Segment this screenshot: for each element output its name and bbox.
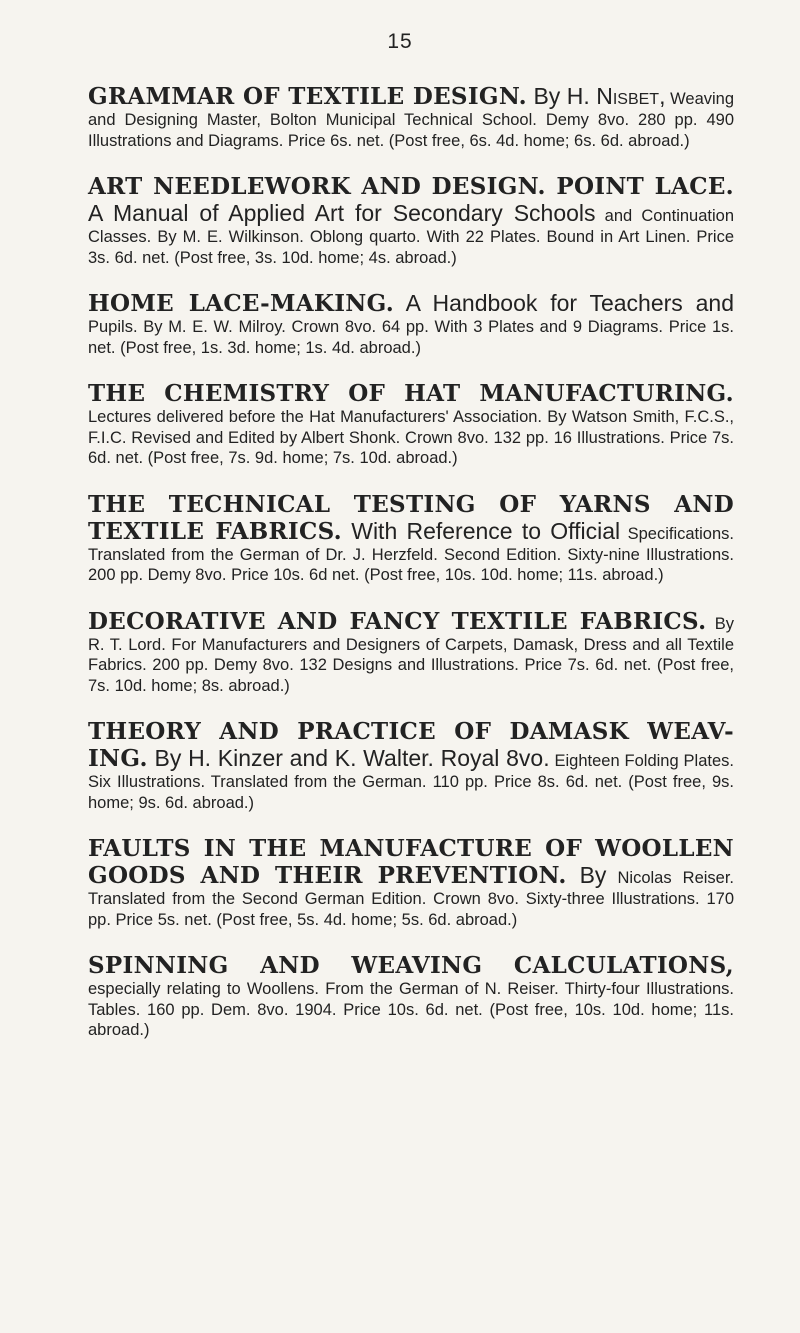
entry-body: Lectures delivered before the Hat Manufacturers' Association. By Watson Smith, F.C.S., F.I.C. Revised and Edited by Albert Shonk. Crown 8vo. 132 pp. 16 Illustrations. Price 7s. 6d. net. (Post free, 7s. 9d. home; 7s. 10d. abroad.)	[88, 408, 734, 467]
entry-lead: With Reference to Official	[341, 517, 621, 544]
catalogue-entry	[88, 608, 734, 697]
entry-lead: By	[566, 862, 607, 888]
entry-title: THE CHEMISTRY OF HAT MANUFACTURING.	[88, 380, 734, 407]
entry-body: Pupils. By M. E. W. Milroy. Crown 8vo. 64 pp. With 3 Plates and 9 Diagrams. Price 1s. net. (Post free, 1s. 3d. home; 1s. 4d. abroad.)	[88, 318, 734, 357]
entry-body: Specifications. Translated from the German of Dr. J. Herzfeld. Second Edition. Sixty-nine Illustrations. 200 pp. Demy 8vo. Price 10s. 6d net. (Post free, 10s. 10d. home; 11s. abroad.)	[88, 524, 734, 584]
entry-title: ART NEEDLEWORK AND DESIGN. POINT LACE.	[88, 173, 734, 200]
catalogue-entry	[88, 718, 734, 813]
entry-body: Weaving and Designing Master, Bolton Municipal Technical School. Demy 8vo. 280 pp. 490 Illustrations and Diagrams. Price 6s. net. (Post free, 6s. 4d. home; 6s. 6d. abroad.)	[88, 90, 735, 150]
catalogue-entry	[88, 290, 734, 358]
catalogue-entry	[88, 952, 734, 1041]
catalogue-entry	[88, 83, 734, 151]
catalogue-entry	[88, 491, 734, 586]
entry-title: DECORATIVE AND FANCY TEXTILE FABRICS.	[88, 607, 707, 635]
entry-body: especially relating to Woollens. From the German of N. Reiser. Thirty-four Illustrations. Tables. 160 pp. Dem. 8vo. 1904. Price 10s. 6d. net. (Post free, 10s. 10d. home; 11s. abroad.)	[88, 980, 734, 1039]
entry-title: THEORY AND PRACTICE OF DAMASK WEAV-ING.	[88, 718, 734, 772]
entry-author: Nisbet,	[596, 83, 666, 109]
entry-title: HOME LACE-MAKING.	[88, 290, 395, 317]
entry-title: SPINNING AND WEAVING CALCULATIONS,	[88, 952, 734, 979]
entry-body: Nicolas Reiser. Translated from the Second German Edition. Crown 8vo. Sixty-three Illustrations. 170 pp. Price 5s. net. (Post free, 5s. 4d. home; 5s. 6d. abroad.)	[88, 869, 735, 929]
entry-body: By R. T. Lord. For Manufacturers and Designers of Carpets, Damask, Dress and all Textile Fabrics. 200 pp. Demy 8vo. 132 Designs and Illustrations. Price 7s. 6d. net. (Post free, 7s. 10d. home; 8s. abroad.)	[88, 614, 734, 695]
entry-lead: A Handbook for Teachers and	[394, 290, 734, 316]
entry-lead: By H.	[527, 83, 597, 109]
catalogue-entry	[88, 173, 734, 268]
entry-title: FAULTS IN THE MANUFACTURE OF WOOLLEN GOODS AND THEIR PREVENTION.	[88, 835, 734, 889]
page-number: 15	[387, 30, 413, 53]
entry-lead: A Manual of Applied Art for Secondary Schools	[88, 200, 596, 226]
entry-body: Eighteen Folding Plates. Six Illustrations. Translated from the German. 110 pp. Price 8s. 6d. net. (Post free, 9s. home; 9s. 6d. abroad.)	[88, 752, 734, 812]
catalogue-entries	[88, 83, 734, 1063]
catalogue-entry	[88, 835, 734, 930]
entry-body: and Continuation Classes. By M. E. Wilkinson. Oblong quarto. With 22 Plates. Bound in Art Linen. Price 3s. 6d. net. (Post free, 3s. 10d. home; 4s. abroad.)	[88, 207, 734, 267]
entry-lead: By H. Kinzer and K. Walter. Royal 8vo.	[147, 745, 550, 771]
entry-title: GRAMMAR OF TEXTILE DESIGN.	[88, 83, 527, 110]
catalogue-entry	[88, 380, 734, 469]
entry-title: THE TECHNICAL TESTING OF YARNS AND TEXTILE FABRICS.	[88, 490, 734, 545]
